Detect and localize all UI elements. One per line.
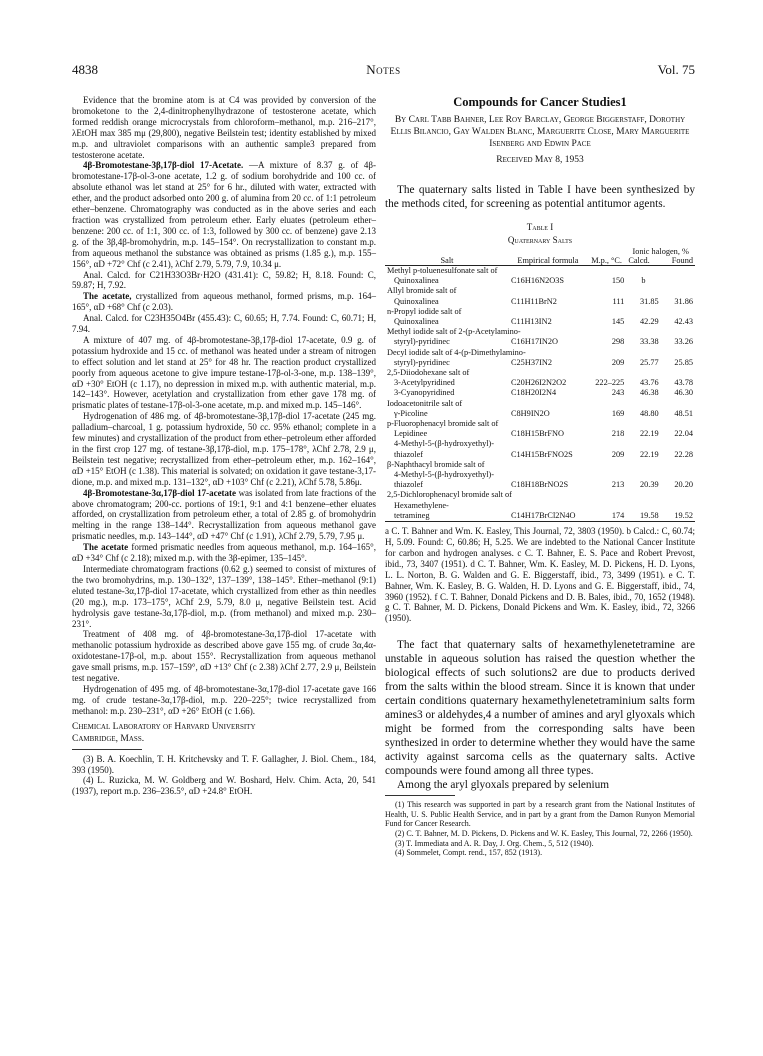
cell-formula: C11H11BrN2 <box>511 296 557 306</box>
footnote-r4: (4) Sommelet, Compt. rend., 157, 852 (1913). <box>395 848 543 858</box>
cell-salt: styryl)-pyridinec <box>394 357 450 367</box>
table-subcaption: Quaternary Salts <box>507 235 573 245</box>
paragraph-text: Anal. Calcd. for C23H35O4Br (455.43): C, 60.65; H, 7.74. Found: C, 60.71; H, 7.94. <box>72 313 376 335</box>
cell-found: 46.30 <box>674 388 693 398</box>
cell-group-label: 4-Methyl-5-(β-hydroxyethyl)- <box>394 470 495 480</box>
cell-formula: C14H17BrCl2N4O <box>511 510 576 520</box>
cell-mp: 209 <box>611 449 625 459</box>
cell-salt: 3-Acetylpyridined <box>394 378 455 388</box>
cell-salt: Quinoxalinea <box>394 317 439 327</box>
table-header-row <box>385 247 695 266</box>
cell-group-label: Decyl iodide salt of 4-(p-Dimethylamino- <box>387 347 526 357</box>
paragraph-heading: 4β-Bromotestane-3β,17β-diol 17-Acetate. <box>83 160 244 171</box>
cell-group-label: β-Naphthacyl bromide salt of <box>387 459 485 469</box>
cell-calcd: b <box>641 276 646 286</box>
cell-formula: C11H13IN2 <box>511 317 552 327</box>
body-paragraph-2: Among the aryl glyoxals prepared by selenium <box>397 779 610 792</box>
cell-found <box>661 276 695 286</box>
left-column <box>72 95 376 797</box>
paragraph-heading: The acetate <box>83 542 129 553</box>
col-formula: Empirical formula <box>517 256 579 265</box>
table-row <box>385 480 695 490</box>
col-halogen <box>626 247 695 266</box>
paragraph-text: Treatment of 408 mg. of 4β-bromotestane-3α,17β-diol 17-acetate with methanolic potassium hydroxide as described above gave 155 mg. of crude 3α,4α-oxidotestane-17β-ol, m.p. about 155°. Recrystallization from aqueous methanol gave small prisms, m.p. 157–159°, αD +13° Chf (c 2.38) λChf 2.77, 2.9 μ, Beilstein test negative. <box>72 629 376 684</box>
footnote-r1: (1) This research was supported in part by a research grant from the National Institutes of Health, U. S. Public Health Service, and in part by a grant from the Damon Runyon Memorial Fund for Cancer Research. <box>385 800 695 829</box>
left-paragraph <box>72 629 376 684</box>
cell-salt: γ-Picoline <box>394 408 428 418</box>
article-title: Compounds for Cancer Studies1 <box>453 95 627 109</box>
table-row <box>385 368 695 378</box>
cell-group-label: Methyl p-toluenesulfonate salt of <box>387 266 498 275</box>
left-paragraph <box>72 270 376 292</box>
paragraph-text: Evidence that the bromine atom is at C4 was provided by conversion of the bromoketone to the 2,4-dinitrophenylhydrazone of testosterone acetate, which formed reddish orange microcrystals from chloroform–methanol, m.p. 216–217°, λEtOH max 385 mμ (29,800), negative Beilstein test; identity established by mixed m.p. and ultraviolet comparisons with an authentic sample3 prepared from testosterone acetate. <box>72 95 376 160</box>
table-footnotes: a C. T. Bahner and Wm. K. Easley, This Journal, 72, 3803 (1950). b Calcd.: C, 60.74; H, 5.09. Found: C, 60.86; H, 5.25. We are indebted to the National Cancer Institute for carbon and hydrogen analyses. c C. T. Bahner, E. S. Pace and Robert Prevost, ibid., 73, 3407 (1951). d C. T. Bahner, Wm. K. Easley, M. D. Pickens, H. D. Lyons, L. L. Norton, B. G. Walden and G. E. Biggerstaff, ibid., 73, 3499 (1951). e C. T. Bahner, Wm. K. Easley, B. G. Walden, H. D. Lyons and G. E. Biggerstaff, ibid., 74, 3960 (1952). f C. T. Bahner, Donald Pickens and D. B. Bales, ibid., 70, 1652 (1948). g C. T. Bahner, M. D. Pickens, Donald Pickens and Wm. K. Easley, ibid., 72, 3266 (1950). <box>385 526 695 624</box>
left-paragraph <box>72 95 376 160</box>
page-number: 4838 <box>72 62 98 77</box>
left-paragraphs <box>72 95 376 717</box>
cell-mp: 243 <box>611 388 625 398</box>
col-salt: Salt <box>440 256 454 265</box>
cell-formula: C16H16N2O3S <box>511 276 565 286</box>
left-paragraph <box>72 411 376 487</box>
running-header <box>72 62 695 78</box>
cell-formula: C16H17IN2O <box>511 337 559 347</box>
cell-formula: C18H15BrFNO <box>511 429 565 439</box>
table-caption: Table I <box>526 222 554 232</box>
cell-found: 25.85 <box>674 357 693 367</box>
cell-group-label: 2,5-Diiodohexane salt of <box>387 368 470 378</box>
cell-salt: Quinoxalinea <box>394 276 439 286</box>
cell-calcd: 43.76 <box>639 378 659 388</box>
col-mp: M.p., °C. <box>591 256 622 265</box>
left-paragraph <box>72 684 376 717</box>
table-row <box>385 399 695 409</box>
body-paragraph-1: The fact that quaternary salts of hexamethylenetetramine are unstable in aqueous solution has raised the question whether the biological effects of such solutions2 are due to products derived from the salts within the blood stream. Since it is known that under certain conditions quaternary hexamethylenetetraminium salts form amines3 or aldehydes,4 a number of amines and aryl glyoxals which might be formed from the corresponding salts have been synthesized in order to determine whether they would have the same activity against sarcoma cells as the quaternary salts. Active compounds were found among all three types. <box>385 639 695 778</box>
cell-mp: 150 <box>611 276 625 286</box>
left-paragraph <box>72 160 376 269</box>
lab-line-2: Cambridge, Mass. <box>72 733 145 744</box>
paragraph-text: Hydrogenation of 486 mg. of 4β-bromotestane-3β,17β-diol 17-acetate (245 mg. palladium–charcoal, 1 g. potassium hydroxide, 50 cc. 95% ethanol; complete in a few minutes) and crystallization of the product from ether–petroleum ether afforded in the first crop 127 mg. of testane-3β,17β-diol, m.p. 175–178°, λChf 2.78, 2.9 μ, Beilstein test negative; recrystallized from ether–petroleum ether, m.p. 162–164°, αD +15° EtOH (c 1.38). This material is solvated; on oxidation it gave testane-3,17-dione, m.p. and mixed m.p. 131–132°, αD +103° Chf (c 2.21), λChf 5.78, 5.86μ. <box>72 411 376 487</box>
footnote-r2: (2) C. T. Bahner, M. D. Pickens, D. Pickens and W. K. Easley, This Journal, 72, 2266 (1950). <box>395 829 693 839</box>
lab-line-1: Chemical Laboratory of Harvard University <box>72 721 256 732</box>
cell-mp: 174 <box>611 510 625 520</box>
cell-group-label: p-Fluorophenacyl bromide salt of <box>387 419 499 429</box>
article-authors: By Carl Tabb Bahner, Lee Roy Barclay, George Biggerstaff, Dorothy Ellis Bilancio, Gay Walden Blanc, Marguerite Close, Mary Marguerite Isenberg and Edwin Pace <box>390 115 690 149</box>
cell-formula: C25H37IN2 <box>511 357 553 367</box>
left-paragraph <box>72 564 376 629</box>
table-row <box>385 511 695 522</box>
cell-salt: 3-Cyanopyridined <box>394 388 455 398</box>
cell-calcd: 42.29 <box>639 317 659 327</box>
table-row <box>385 327 695 337</box>
cell-formula: C20H26I2N2O2 <box>511 378 567 388</box>
left-paragraph <box>72 335 376 411</box>
cell-group-label: n-Propyl iodide salt of <box>387 306 462 316</box>
cell-group-label: Hexamethylene- <box>394 500 449 510</box>
col-calcd: Calcd. <box>628 256 650 265</box>
paragraph-heading: The acetate, <box>83 291 132 302</box>
cell-found: 19.52 <box>674 510 693 520</box>
paragraph-text: Intermediate chromatogram fractions (0.62 g.) seemed to consist of mixtures of the two bromohydrins, m.p. 130–132°, 137–139°, 138–145°. Ether–methanol (9:1) eluted testane-3α,17β-diol 17-acetate, which crystallized from ether as thin needles (20 mg.), m.p. 173–175°, λChf 2.9, 5.79, 8.0 μ, negative Beilstein test. Acid hydrolysis gave testane-3α,17β-diol, m.p. (from methanol) and mixed m.p. 230–231°. <box>72 563 376 629</box>
cell-calcd: 48.80 <box>639 408 659 418</box>
cell-salt: styryl)-pyridinec <box>394 337 450 347</box>
table-body <box>385 266 695 522</box>
table-row <box>385 297 695 307</box>
table-row <box>385 409 695 419</box>
cell-salt: Lepidinee <box>394 429 428 439</box>
cell-formula: C8H9IN2O <box>511 408 550 418</box>
table-row <box>385 337 695 347</box>
footnote-3: (3) B. A. Koechlin, T. H. Kritchevsky and T. F. Gallagher, J. Biol. Chem., 184, 393 (1950). <box>72 753 376 775</box>
table-row <box>385 286 695 296</box>
footnote-r3: (3) T. Immediata and A. R. Day, J. Org. Chem., 5, 512 (1940). <box>395 838 594 848</box>
paragraph-heading: 4β-Bromotestane-3α,17β-diol 17-acetate <box>83 487 237 498</box>
cell-mp: 298 <box>611 337 625 347</box>
cell-salt: tetramineg <box>394 510 430 520</box>
table-row <box>385 358 695 368</box>
cell-group-label: 2,5-Dichlorophenacyl bromide salt of <box>387 490 512 500</box>
volume-label: Vol. 75 <box>657 62 695 77</box>
table-row <box>385 266 695 277</box>
table-row <box>385 429 695 439</box>
table-row <box>385 460 695 470</box>
quaternary-salts-table <box>385 247 695 522</box>
lab-affiliation <box>72 721 376 745</box>
col-found: Found <box>671 256 693 265</box>
right-column <box>385 95 695 858</box>
cell-found: 20.20 <box>674 480 693 490</box>
left-paragraph <box>72 542 376 564</box>
cell-calcd: 22.19 <box>639 429 659 439</box>
cell-calcd: 31.85 <box>639 296 659 306</box>
cell-group-label: Methyl iodide salt of 2-(p-Acetylamino- <box>387 327 521 337</box>
paragraph-text: was isolated from late fractions of the above chromatogram; 200-cc. portions of 19:1, 9:1 and 4:1 benzene–ether eluates afforded, on crystallization from petroleum ether, a total of 2.85 g. of bromohydrin melting in the range 138–144°. Recrystallization from aqueous methanol gave prismatic needles, m.p. 143–144°, αD +47° Chf (c 1.91), λChf 2.79, 5.79, 7.95 μ. <box>72 487 376 542</box>
table-row <box>385 439 695 449</box>
cell-group-label: Iodoacetonitrile salt of <box>387 398 463 408</box>
cell-found: 48.51 <box>674 408 693 418</box>
col-halogen-top: Ionic halogen, % <box>632 247 689 256</box>
cell-found: 43.78 <box>674 378 693 388</box>
cell-mp: 222–225 <box>595 378 625 388</box>
cell-found: 31.86 <box>674 296 693 306</box>
cell-calcd: 46.38 <box>639 388 659 398</box>
cell-calcd: 22.19 <box>639 449 659 459</box>
paragraph-text: crystallized from aqueous methanol, formed prisms, m.p. 164–165°, αD +68° Chf (c 2.03). <box>72 291 377 313</box>
table-row <box>385 307 695 317</box>
footnote-4: (4) L. Ruzicka, M. W. Goldberg and W. Boshard, Helv. Chim. Acta, 20, 541 (1937), report m.p. 236–236.5°, αD +24.8° EtOH. <box>72 775 376 797</box>
cell-calcd: 33.38 <box>639 337 659 347</box>
paragraph-text: A mixture of 407 mg. of 4β-bromotestane-3β,17β-diol 17-acetate, 0.9 g. of potassium hydroxide and 15 cc. of methanol was heated under a stream of nitrogen to effect solution and let stand at 25° for 48 hr. The reaction product crystallized poorly from aqueous acetone to give impure testane-17β-ol-3-one, m.p. 138–139°, αD +30° EtOH (c 1.17), no depression in mixed m.p. with authentic material, m.p. 142–143°. However, acetylation and crystallization from ether gave 178 mg. of prismatic plates of testane-17β-ol-3-one acetate, m.p. and mixed m.p. 145–146°. <box>72 334 376 411</box>
table-row <box>385 276 695 286</box>
cell-salt: thiazolef <box>394 449 424 459</box>
cell-salt: Quinoxalinea <box>394 296 439 306</box>
paragraph-text: —A mixture of 8.37 g. of 4β-bromotestane-17β-ol-3-one acetate, 1.2 g. of sodium borohydride and 100 cc. of absolute ethanol was let stand at 25° for 6 hr., diluted with water, extracted with ether, and the product adsorbed onto 200 g. of alumina from 20 cc. of 1:1 petroleum ether–benzene. Chromatography was conducted as in the above series and each fraction was crystallized from petroleum ether. Early eluates (petroleum ether–benzene: 200 cc. of 1:1, 300 cc. of 1:3, followed by 300 cc. of benzene) gave 2.13 g. of the 3β,4β-bromohydrin, m.p. 145–154°. On recrystallization to constant m.p. from aqueous methanol the substance was obtained as prisms (1.85 g.), m.p. 155–156°, αD +72° Chf (c 2.41), λChf 2.79, 5.79, 7.9, 10.34 μ. <box>72 160 376 269</box>
cell-found: 22.04 <box>674 429 693 439</box>
intro-paragraph: The quaternary salts listed in Table I have been synthesized by the methods cited, for screening as potential antitumor agents. <box>385 184 695 210</box>
cell-mp: 218 <box>611 429 625 439</box>
cell-found: 33.26 <box>674 337 693 347</box>
table-row <box>385 348 695 358</box>
received-date: Received May 8, 1953 <box>496 155 584 165</box>
table-row <box>385 317 695 327</box>
cell-salt: thiazolef <box>394 480 424 490</box>
cell-calcd: 20.39 <box>639 480 659 490</box>
cell-group-label: Allyl bromide salt of <box>387 286 457 296</box>
cell-formula: C18H20I2N4 <box>511 388 557 398</box>
cell-found: 42.43 <box>674 317 693 327</box>
table-row <box>385 419 695 429</box>
col-halogen-sub <box>628 256 693 265</box>
table-row <box>385 450 695 460</box>
cell-group-label: 4-Methyl-5-(β-hydroxyethyl)- <box>394 439 495 449</box>
cell-mp: 145 <box>611 317 625 327</box>
left-paragraph <box>72 488 376 543</box>
table-row <box>385 490 695 500</box>
left-paragraph <box>72 313 376 335</box>
paragraph-text: Anal. Calcd. for C21H33O3Br·H2O (431.41): C, 59.82; H, 8.18. Found: C, 59.87; H, 7.92. <box>72 269 376 291</box>
table-row <box>385 388 695 398</box>
cell-mp: 209 <box>611 357 625 367</box>
cell-formula: C18H18BrNO2S <box>511 480 569 490</box>
left-paragraph <box>72 291 376 313</box>
cell-calcd: 25.77 <box>639 357 659 367</box>
right-footnote-rule <box>385 795 455 796</box>
cell-mp: 169 <box>611 408 625 418</box>
paragraph-text: Hydrogenation of 495 mg. of 4β-bromotestane-3α,17β-diol 17-acetate gave 166 mg. of crude testane-3α,17β-diol, m.p. 220–225°; twice recrystallized from methanol: m.p. 230–231°, αD +26° EtOH (c 1.66). <box>72 683 376 716</box>
cell-calcd: 19.58 <box>639 510 659 520</box>
journal-section: Notes <box>366 62 401 77</box>
table-row <box>385 501 695 511</box>
cell-formula: C14H15BrFNO2S <box>511 449 573 459</box>
footnote-rule <box>72 749 142 750</box>
table-row <box>385 470 695 480</box>
cell-mp: 213 <box>611 480 625 490</box>
table-row <box>385 378 695 388</box>
paragraph-text: formed prismatic needles from aqueous methanol, m.p. 164–165°, αD +34° Chf (c 2.18); mixed m.p. with the 3β-epimer, 135–145°. <box>72 542 377 564</box>
cell-found: 22.28 <box>674 449 693 459</box>
cell-mp: 111 <box>612 296 625 306</box>
